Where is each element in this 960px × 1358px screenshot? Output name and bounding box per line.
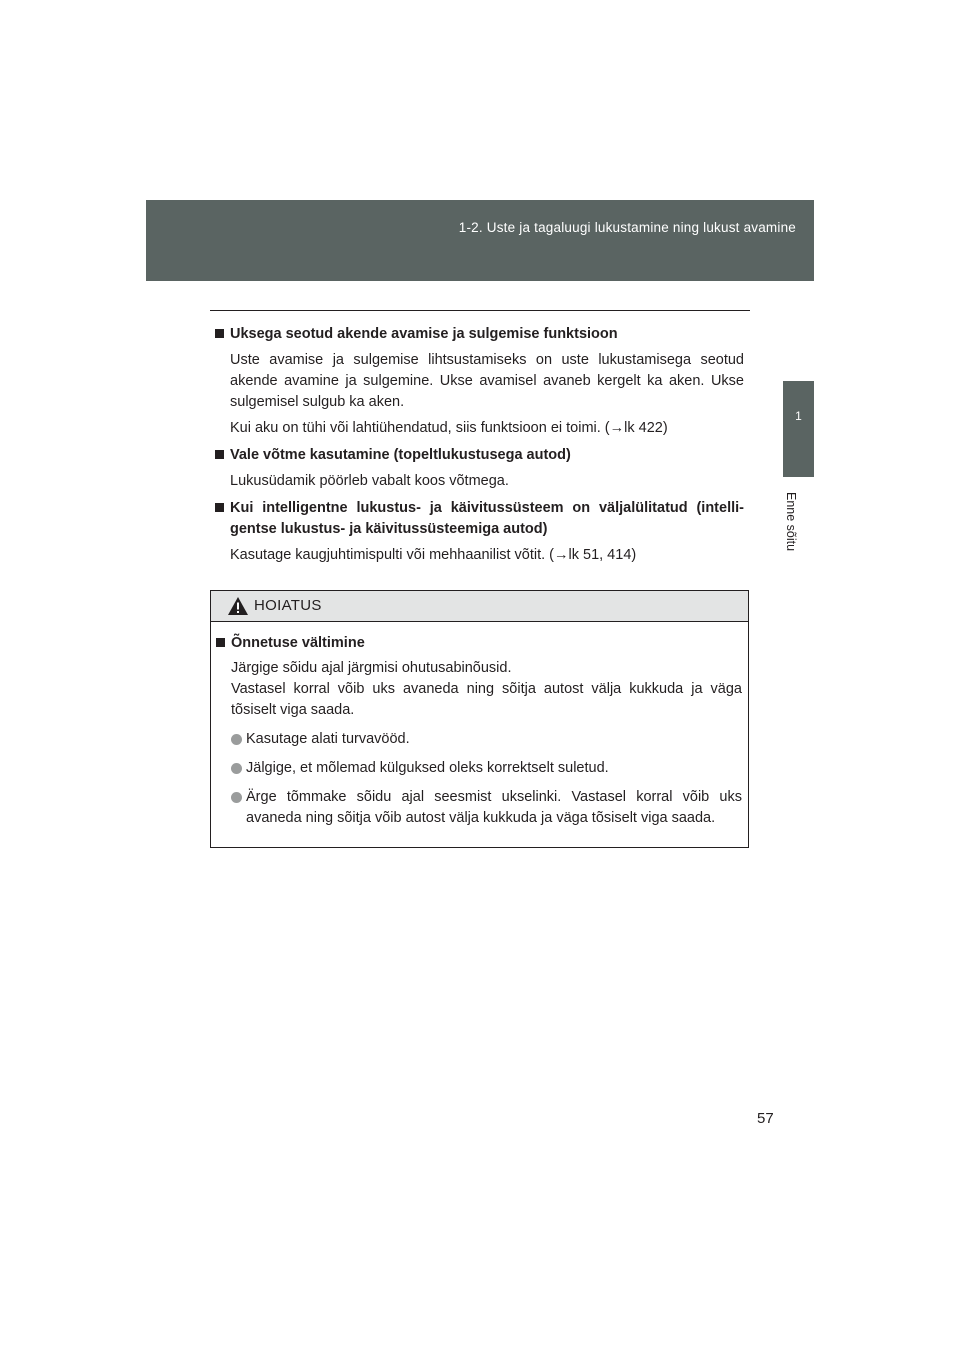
chapter-number: 1: [795, 409, 802, 423]
divider-rule: [210, 310, 750, 311]
round-bullet-icon: [231, 792, 242, 803]
square-bullet-icon: [215, 329, 224, 338]
body-paragraph: Lukusüdamik pöörleb vabalt koos võtmega.: [230, 473, 509, 489]
warning-body: [211, 622, 748, 829]
chapter-label: Enne sõitu: [784, 492, 798, 552]
body-paragraph: Kasutage kaugjuhtimispulti või mehhaanilist võtit. (→lk 51, 414): [230, 547, 637, 563]
section-header-band: [146, 200, 814, 281]
body-paragraph: Uste avamise ja sulgemise lihtsustamiseks on uste lukustamisega seotud akende avamine ja sulgemine. Ukse avamisel avaneb kergelt ka aken. Ukse sulgemisel sulgub ka aken.: [230, 352, 744, 410]
warning-bullet: Jälgige, et mõlemad külguksed oleks korrektselt suletud.: [231, 758, 742, 779]
warning-triangle-icon: [227, 596, 249, 616]
round-bullet-icon: [231, 734, 242, 745]
square-bullet-icon: [216, 638, 225, 647]
section-window-function: [214, 324, 744, 439]
section-heading: Uksega seotud akende avamise ja sulgemise funktsioon: [214, 324, 744, 345]
chapter-tab: [783, 381, 814, 477]
section-heading: Vale võtme kasutamine (topeltlukustusega autod): [214, 445, 744, 466]
section-wrong-key: [214, 445, 744, 492]
warning-header: [211, 591, 748, 622]
warning-bullet: Ärge tõmmake sõidu ajal seesmist ukselinki. Vastasel korral võib uks avaneda ning sõitja võib autost välja kukkuda ja väga tõsiselt viga saada.: [231, 787, 742, 829]
square-bullet-icon: [215, 503, 224, 512]
section-heading: Kui intelligentne lukustus- ja käivitussüsteem on väljalülitatud (intelli- gentse lukustus- ja käivitussüsteemiga autod): [214, 498, 744, 540]
square-bullet-icon: [215, 450, 224, 459]
main-content: [214, 324, 744, 566]
warning-intro: Järgige sõidu ajal järgmisi ohutusabinõusid. Vastasel korral võib uks avaneda ning sõitja autost välja kukkuda ja väga tõsiselt viga saada.: [231, 660, 742, 718]
round-bullet-icon: [231, 763, 242, 774]
warning-title: HOIATUS: [254, 597, 322, 614]
warning-box: [210, 590, 749, 848]
section-smart-entry-off: [214, 498, 744, 566]
warning-heading: Õnnetuse vältimine: [215, 633, 742, 654]
section-title: 1-2. Uste ja tagaluugi lukustamine ning lukust avamine: [458, 220, 796, 235]
page-number: 57: [757, 1110, 774, 1127]
body-paragraph: Kui aku on tühi või lahtiühendatud, siis funktsioon ei toimi. (→lk 422): [230, 420, 668, 436]
warning-bullet: Kasutage alati turvavööd.: [231, 729, 742, 750]
